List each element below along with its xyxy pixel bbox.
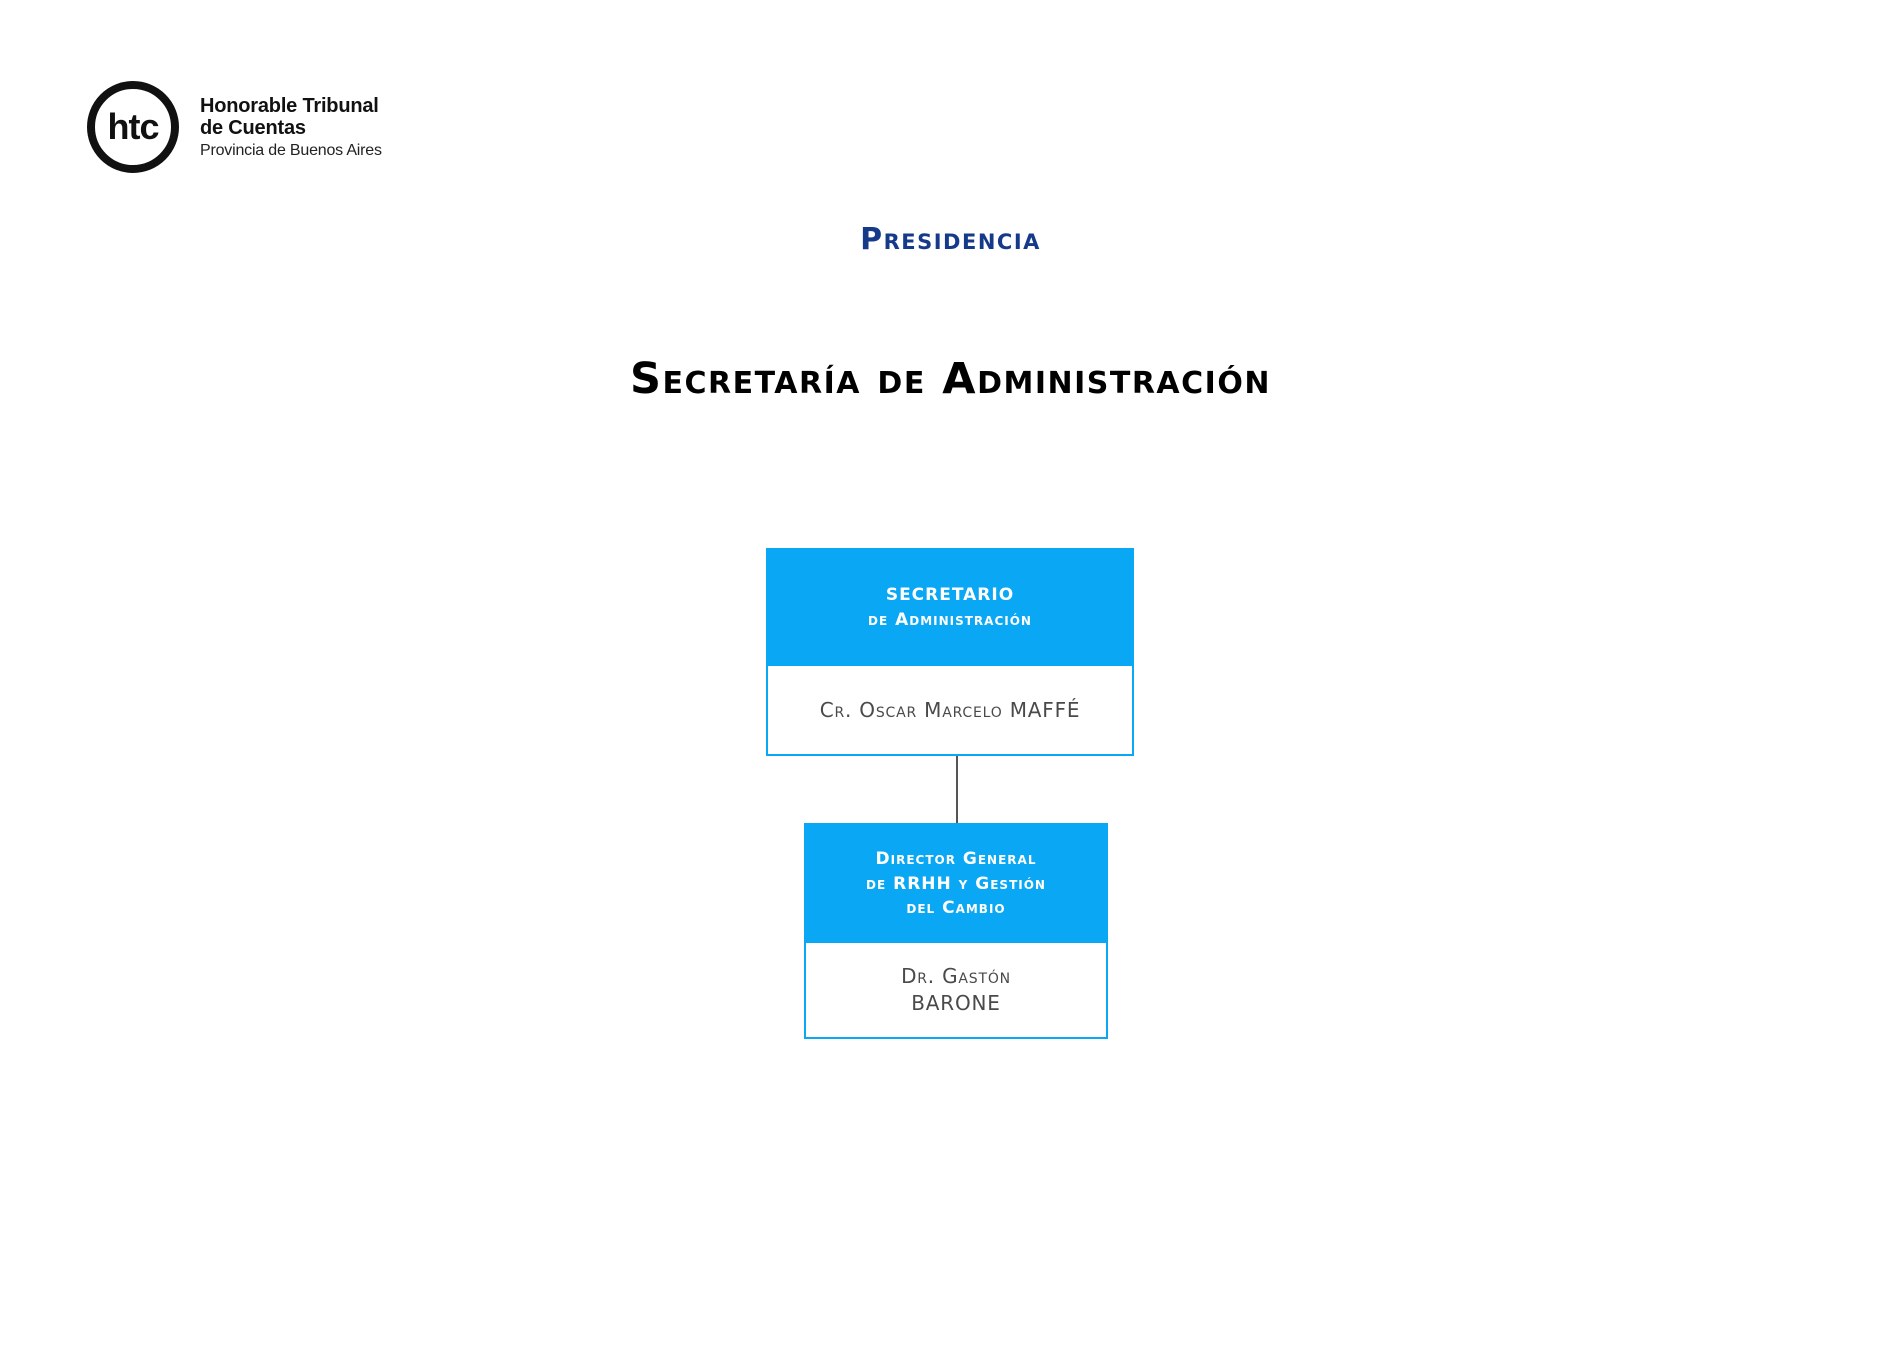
person-name: Cr. Oscar Marcelo MAFFÉ: [819, 697, 1081, 722]
role-line-1: SECRETARIO: [885, 585, 1015, 606]
logo-line-2: de Cuentas: [200, 116, 306, 139]
org-node-secretario: [766, 548, 1134, 756]
org-node-role: [768, 550, 1132, 666]
logo-line-3: Provincia de Buenos Aires: [200, 141, 382, 159]
htc-logo: [86, 80, 382, 174]
section-heading: Presidencia: [860, 222, 1041, 257]
role-line-1: Director General: [875, 849, 1037, 870]
role-line-3: del Cambio: [906, 898, 1006, 919]
role-line-2: de Administración: [868, 610, 1032, 630]
org-node-director-general: [804, 823, 1108, 1039]
person-name-line-2: BARONE: [911, 991, 1001, 1015]
logo-monogram: htc: [107, 106, 159, 147]
org-node-role: [806, 825, 1106, 943]
logo-text: [200, 95, 382, 160]
logo-line-1: Honorable Tribunal: [200, 94, 379, 117]
page-title: Secretaría de Administración: [630, 354, 1271, 404]
role-line-2: de RRHH y Gestión: [866, 873, 1046, 894]
org-connector-line: [956, 756, 958, 823]
person-name-line-1: Dr. Gastón: [901, 964, 1011, 988]
org-node-person: [806, 943, 1106, 1037]
htc-logo-mark: [86, 80, 180, 174]
org-node-person: [768, 666, 1132, 754]
